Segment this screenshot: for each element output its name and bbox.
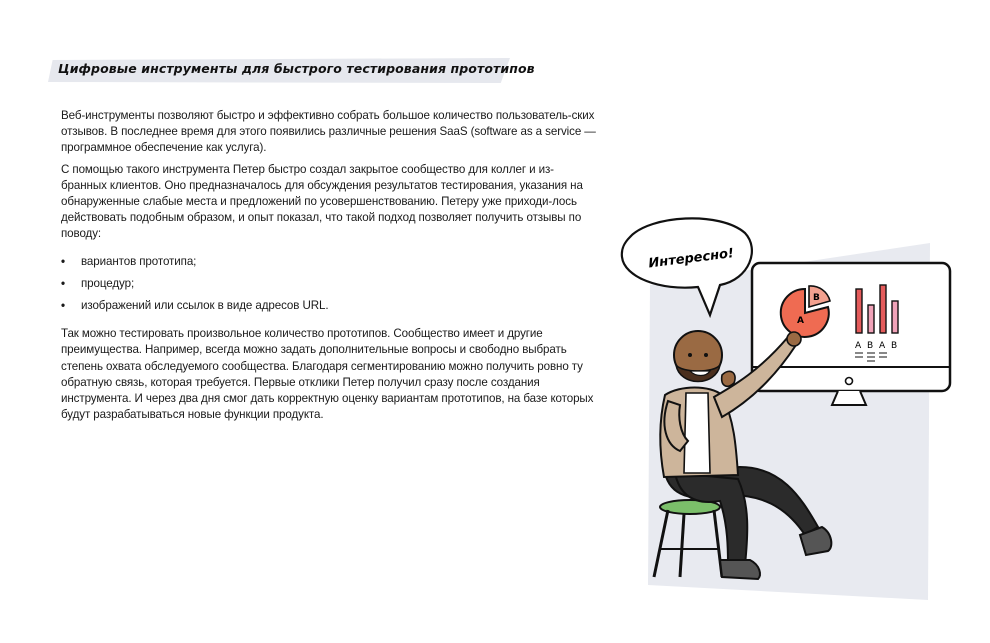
paragraph-intro: Веб-инструменты позволяют быстро и эффективно собрать большое количество пользователь-ских отзывов. В последнее время для этого появились различные решения SaaS (software as a service — программное обеспечение как услуга). — [61, 109, 596, 155]
section-heading: Цифровые инструменты для быстрого тестирования прототипов — [58, 61, 535, 76]
bar-label-a2: A — [879, 341, 886, 351]
bullet-marker: • — [61, 276, 65, 290]
paragraph-closing: Так можно тестировать произвольное количество прототипов. Сообщество имеет и другие преимущества. Например, всегда можно задать дополнительные вопросы и свободно выбрать степень охвата обследуемого сообщества. Благодаря сегментированию можно получить ровно ту обратную связь, которая требуется. Первые отклики Петер получил сразу после создания инструмента. И через два дня смог дать корректную оценку вариантам прототипов, на базе которых будут разрабатываться новые функции продукта. — [61, 327, 594, 422]
article-body — [61, 108, 596, 428]
feedback-list — [61, 254, 596, 315]
pie-label-a: A — [797, 316, 804, 326]
bullet-marker: • — [61, 299, 65, 313]
monitor-icon — [752, 263, 950, 405]
speech-bubble-text: Интересно! — [647, 246, 735, 272]
bar-label-a1: A — [855, 341, 862, 351]
list-item: • вариантов прототипа; — [61, 254, 596, 270]
bar-label-b2: B — [891, 341, 898, 351]
illustration-svg — [610, 205, 970, 615]
list-item: • процедур; — [61, 276, 596, 292]
bullet-marker: • — [61, 254, 65, 268]
bar-label-b1: B — [867, 341, 874, 351]
paragraph-peter: С помощью такого инструмента Петер быстро создал закрытое сообщество для коллег и из-бранных клиентов. Оно предназначалось для обсуждения результатов тестирования, указания на обнаруженные слабые места и предложений по усовершенствованию. Петеру уже приходи-лось действовать подобным образом, и опыт показал, что такой подход позволяет получить отзывы по поводу: — [61, 162, 583, 241]
person-head — [674, 331, 722, 382]
pie-label-b: B — [813, 293, 820, 303]
illustration-presenter — [610, 205, 970, 615]
list-item: • изображений или ссылок в виде адресов URL. — [61, 298, 596, 314]
